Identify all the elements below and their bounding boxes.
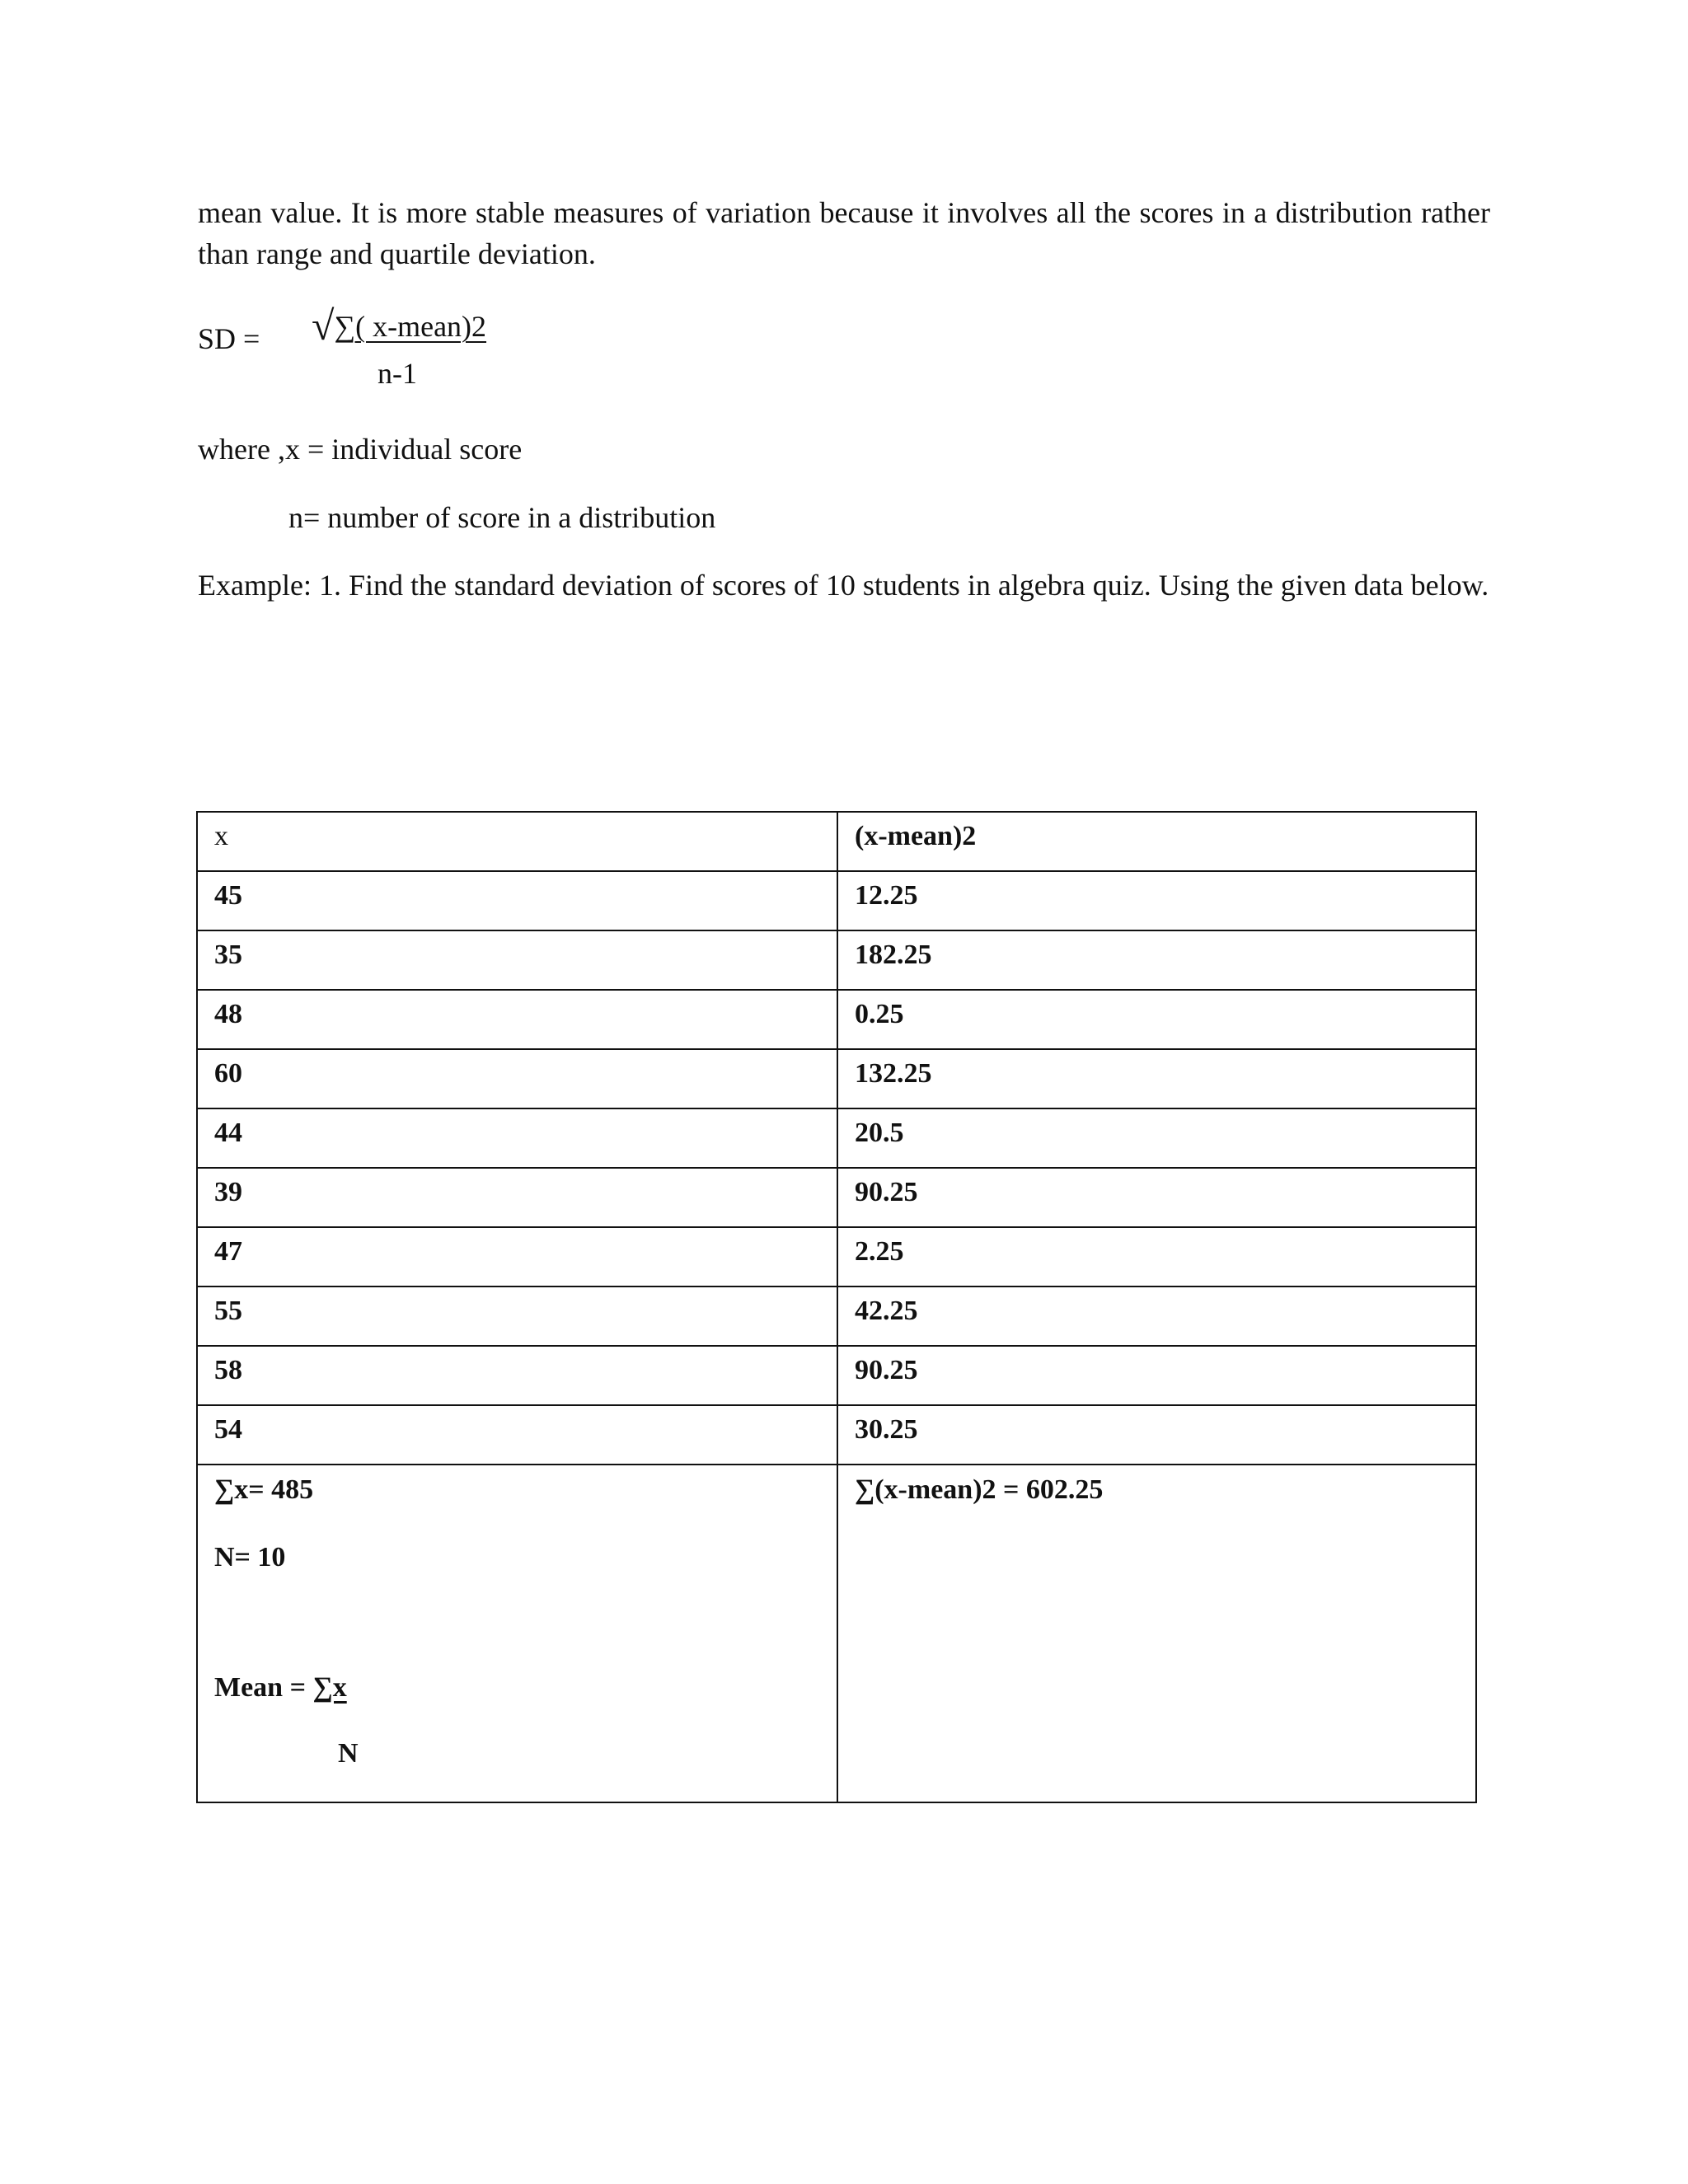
deviation-squared-cell: 90.25 — [837, 1168, 1476, 1227]
deviation-squared-cell: 182.25 — [837, 930, 1476, 990]
sum-deviation-squared: ∑(x-mean)2 = 602.25 — [855, 1474, 1104, 1505]
table-row — [197, 1227, 1476, 1286]
deviation-squared-cell: 132.25 — [837, 1049, 1476, 1108]
deviation-squared-cell: 42.25 — [837, 1286, 1476, 1346]
x-cell: 35 — [197, 930, 837, 990]
n-definition: n= number of score in a distribution — [288, 501, 716, 534]
sd-formula-label: SD = — [198, 322, 260, 355]
sd-formula — [312, 302, 487, 390]
x-cell: 47 — [197, 1227, 837, 1286]
table-summary-row — [197, 1465, 1476, 1802]
x-cell: 60 — [197, 1049, 837, 1108]
sd-formula-denominator: n-1 — [377, 357, 417, 390]
deviation-squared-cell: 2.25 — [837, 1227, 1476, 1286]
intro-paragraph: mean value. It is more stable measures of variation because it involves all the scores in a distribution rather than range and quartile deviation. — [198, 196, 1490, 270]
mean-label: Mean = — [214, 1672, 313, 1703]
score-table — [196, 811, 1477, 1803]
table-row — [197, 990, 1476, 1049]
mean-formula — [214, 1671, 820, 1704]
deviation-squared-cell: 20.5 — [837, 1108, 1476, 1168]
table-row — [197, 930, 1476, 990]
x-cell: 55 — [197, 1286, 837, 1346]
where-definition: where ,x = individual score — [198, 433, 523, 466]
mean-numerator: ∑x — [312, 1672, 347, 1703]
header-deviation-squared: (x-mean)2 — [837, 812, 1476, 871]
table-header-row — [197, 812, 1476, 871]
square-root-symbol: √ — [312, 302, 335, 349]
table-row — [197, 1049, 1476, 1108]
sum-x: ∑x= 485 — [214, 1474, 314, 1505]
table-row — [197, 1168, 1476, 1227]
x-cell: 44 — [197, 1108, 837, 1168]
table-row — [197, 1346, 1476, 1405]
table-row — [197, 1405, 1476, 1465]
summary-deviation-cell — [837, 1465, 1476, 1802]
mean-denominator: N — [338, 1738, 359, 1769]
table-row — [197, 1286, 1476, 1346]
x-cell: 54 — [197, 1405, 837, 1465]
sd-formula-numerator: ∑( x-mean)2 — [334, 310, 487, 343]
table-row — [197, 871, 1476, 930]
deviation-squared-cell: 12.25 — [837, 871, 1476, 930]
deviation-squared-cell: 0.25 — [837, 990, 1476, 1049]
header-x: x — [197, 812, 837, 871]
x-cell: 58 — [197, 1346, 837, 1405]
table-row — [197, 1108, 1476, 1168]
x-cell: 45 — [197, 871, 837, 930]
deviation-squared-cell: 90.25 — [837, 1346, 1476, 1405]
example-paragraph: Example: 1. Find the standard deviation of scores of 10 students in algebra quiz. Using the given data below. — [198, 569, 1489, 602]
deviation-squared-cell: 30.25 — [837, 1405, 1476, 1465]
summary-x-cell — [197, 1465, 837, 1802]
sample-size: N= 10 — [214, 1542, 286, 1572]
x-cell: 39 — [197, 1168, 837, 1227]
x-cell: 48 — [197, 990, 837, 1049]
